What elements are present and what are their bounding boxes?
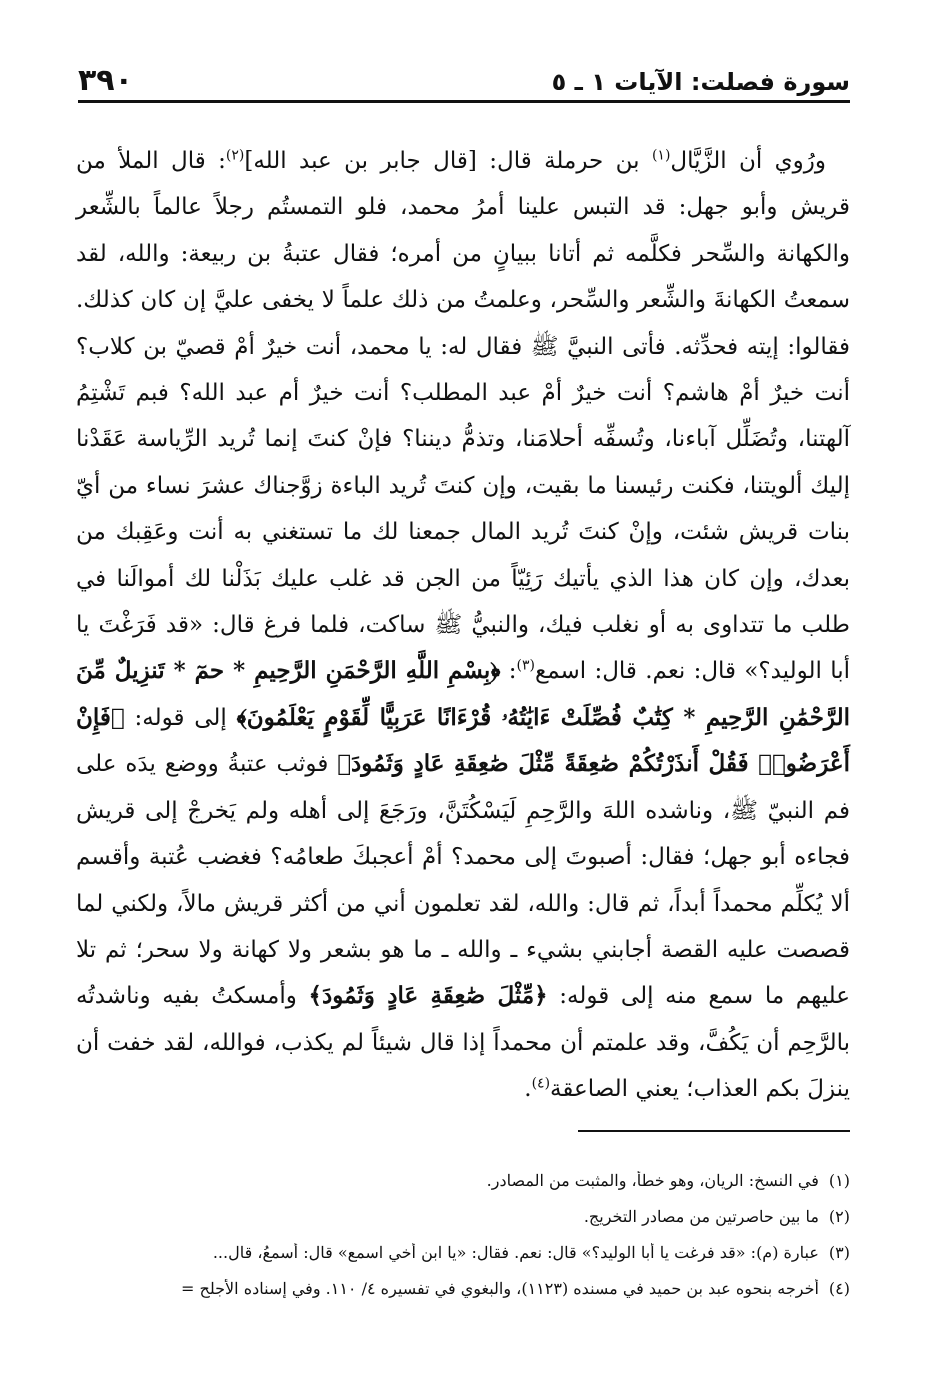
footnote-ref-2[interactable]: (٢) <box>225 147 245 164</box>
footnote-ref-3[interactable]: (٣) <box>516 657 535 674</box>
footnote-text: عبارة (م): «قد فرغت يا أبا الوليد؟» قال: نعم. فقال: «يا ابن أخي اسمع» قال: أسمعُ، قال... <box>212 1242 819 1262</box>
quran-verse-quote: ﴿بِسْمِ اللَّهِ الرَّحْمَنِ الرَّحِيمِ * حمٓ * تَنزِيلٌ مِّنَ الرَّحْمَٰنِ الرَّحِيمِ * كِتَٰبٌ فُصِّلَتْ ءَايَٰتُهُۥ قُرْءَانًا عَرَبِيًّا لِّقَوْمٍ يَعْلَمُونَ﴾ <box>76 657 850 731</box>
body-text-segment: : <box>500 658 517 685</box>
footnote-number: (٣) <box>828 1242 850 1262</box>
footnote-ref-4[interactable]: (٤) <box>531 1075 551 1092</box>
quran-verse-quote: ﴿فَإِنْ أَعْرَضُوا۟ فَقُلْ أَنذَرْتُكُمْ صَٰعِقَةً مِّثْلَ صَٰعِقَةِ عَادٍ وَثَمُودَ﴾ <box>76 703 850 778</box>
footnote-text: في النسخ: الريان، وهو خطأ، والمثبت من المصادر. <box>486 1170 819 1190</box>
footnote-rule <box>578 1130 850 1132</box>
footnote <box>76 1198 850 1234</box>
quran-verse-quote: ﴿مِّثْلَ صَٰعِقَةِ عَادٍ وَثَمُودَ﴾ <box>308 982 548 1010</box>
footnote <box>76 1234 850 1270</box>
body-text-segment: بن حرملة قال: [قال جابر بن عبد الله] <box>244 148 652 174</box>
body-text-segment: : قال الملأ من قريش وأبو جهل: قد التبس علينا أمرُ محمد، فلو التمستُم رجلاً عالماً بالشِّعر والكهانة والسِّحر فكلَّمه ثم أتانا ببيانٍ من أمره؛ فقال عتبةُ بن ربيعة: والله، لقد سمعتُ الكهانةَ والشِّعر والسِّحر، وعلمتُ من ذلك علماً لا يخفى عليَّ إن كان كذلك. فقالوا: إيته فحدِّثه. فأتى النبيَّ ﷺ فقال له: يا محمد، أنت خيرٌ أمْ قصيّ بن كلاب؟ أنت خيرٌ أمْ هاشم؟ أنت خيرٌ أمْ عبد المطلب؟ أنت خيرٌ أم عبد الله؟ فبم تَشْتِمُ آلهتنا، وتُضَلِّل آباءنا، وتُسفِّه أحلامَنا، وتذمُّ ديننا؟ فإنْ كنتَ إنما تُريد الرِّياسة عَقَدْنا إليك ألويتنا، فكنت رئيسنا ما بقيت، وإن كنتَ تُريد الباءة زوَّجناك عشرَ نساء من أيّ بنات قريش شئت، وإنْ كنتَ تُريد المال جمعنا لك ما تستغني به أنت وعَقِبك من بعدك، وإن كان هذا الذي يأتيك رَئِيّاً من الجن قد غلب عليك بَذَلْنا لك أموالَنا في طلب ما تتداوى به أو نغلب فيك، والنبيُّ ﷺ ساكت، فلما فرغ قال: «قد فَرَغْتَ يا أبا الوليد؟» قال: نعم. قال: اسمع <box>76 148 850 685</box>
body-text-segment: إلى قوله: <box>124 704 237 731</box>
main-text <box>76 138 850 1113</box>
footnote-ref-1[interactable]: (١) <box>651 147 671 164</box>
footnotes <box>76 1162 850 1306</box>
footnote <box>76 1270 850 1306</box>
body-text-segment: . <box>524 1076 532 1103</box>
body-text-segment: فوثب عتبةُ ووضع يدَه على فم النبيّ ﷺ، وناشده اللهَ والرَّحِمِ لَيَسْكُتَنَّ، ورَجَعَ إلى أهله ولم يَخرجْ إلى قريش فجاءه أبو جهل؛ فقال: أصبوتَ إلى محمد؟ أمْ أعجبكَ طعامُه؟ فغضب عُتبة وأقسم ألا يُكلِّم محمداً أبداً، ثم قال: والله، لقد تعلمون أني من أكثر قريش مالاً، ولكني لما قصصت عليه القصة أجابني بشيء ـ والله ـ ما هو بشعر ولا كهانة ولا سحر؛ ثم تلا عليهم ما سمع منه إلى قوله: <box>76 751 850 1010</box>
body-text-segment: ورُوي أن الزَّيَّال <box>670 148 826 174</box>
footnote-number: (٢) <box>828 1206 850 1226</box>
body-text-segment: وأمسكتُ بفيه وناشدتُه بالرَّحِم أن يَكُفَّ، وقد علمتم أن محمداً إذا قال شيئاً لم يكذب، فوالله، لقد خفت أن ينزلَ بكم العذاب؛ يعني الصاعقة <box>76 983 850 1103</box>
body-paragraph <box>76 138 850 1113</box>
running-title: سورة فصلت: الآيات ١ ـ ٥ <box>551 68 850 96</box>
footnote-number: (٤) <box>828 1278 850 1298</box>
header-rule <box>78 100 850 103</box>
running-head <box>78 58 850 98</box>
footnote-text: ما بين حاصرتين من مصادر التخريج. <box>583 1206 819 1226</box>
footnote-text: أخرجه بنحوه عبد بن حميد في مسنده (١١٢٣)، والبغوي في تفسيره ٤/ ١١٠. وفي إسناده الأجلح = <box>181 1278 819 1298</box>
footnote-number: (١) <box>828 1170 850 1190</box>
page-number: ٣٩٠ <box>78 63 133 98</box>
footnote <box>76 1162 850 1198</box>
